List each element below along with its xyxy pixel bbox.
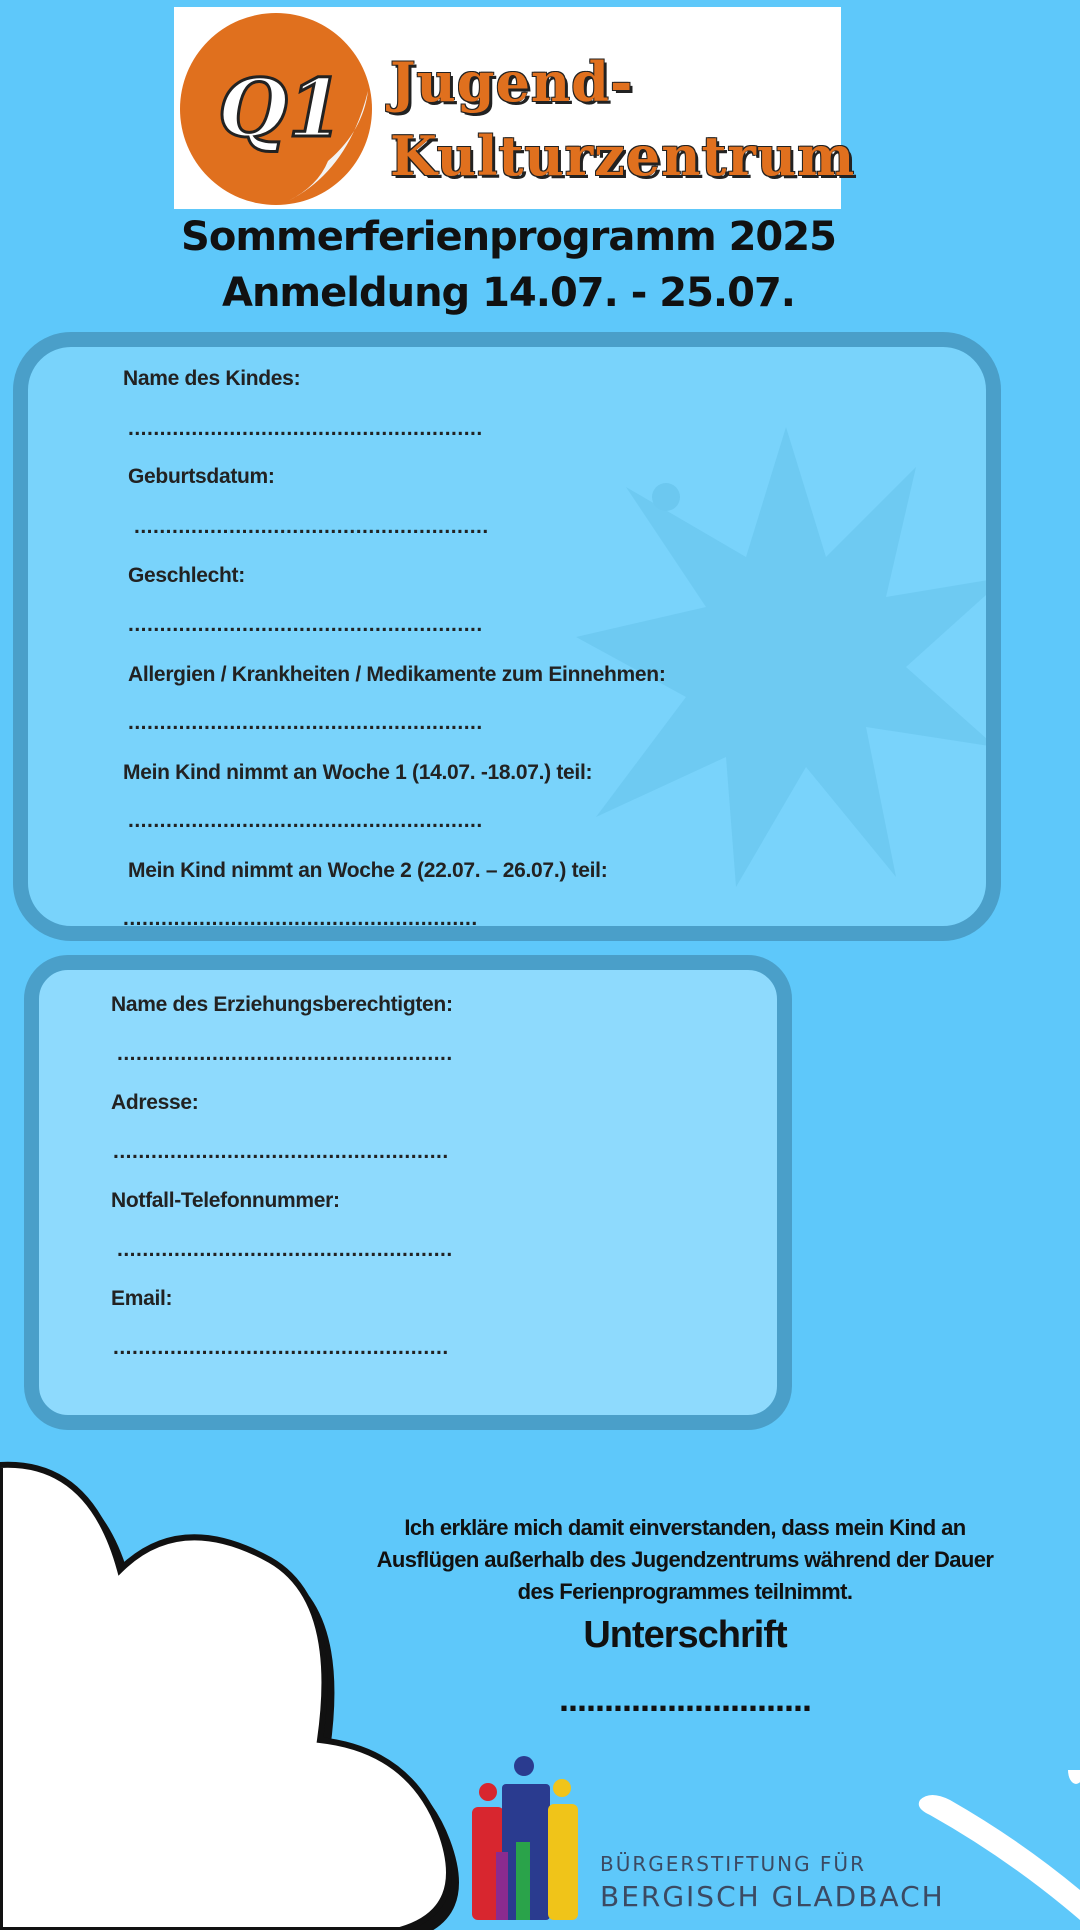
email-label: Email: (111, 1287, 173, 1310)
logo-title-line2: Kulturzentrum (390, 124, 856, 188)
consent-text: Ich erkläre mich damit einverstanden, dass mein Kind an Ausflügen außerhalb des Jugendzentrums während der Dauer des Ferienprogrammes teilnimmt. (376, 1515, 994, 1604)
gender-label: Geschlecht: (128, 564, 245, 587)
page-title: Sommerferienprogramm 2025 (181, 214, 836, 260)
sticker-logo-icon (178, 11, 374, 207)
gender-field[interactable]: ........................................................ (128, 613, 483, 636)
emergency-phone-label: Notfall-Telefonnummer: (111, 1189, 340, 1212)
splash-decoration-icon (566, 407, 1001, 907)
birthdate-label: Geburtsdatum: (128, 465, 275, 488)
week2-field[interactable]: ........................................................ (123, 907, 478, 930)
page-subtitle: Anmeldung 14.07. - 25.07. (222, 270, 795, 316)
foundation-name-line2: BERGISCH GLADBACH (600, 1880, 945, 1913)
logo-banner (174, 7, 856, 209)
foundation-logo-icon (466, 1752, 586, 1920)
logo-title-line1: Jugend- (390, 50, 634, 114)
week1-field[interactable]: ........................................................ (128, 809, 483, 832)
guardian-name-label: Name des Erziehungsberechtigten: (111, 993, 453, 1016)
address-label: Adresse: (111, 1091, 199, 1114)
week2-label: Mein Kind nimmt an Woche 2 (22.07. – 26.07.) teil: (128, 859, 608, 882)
guardian-info-panel (24, 955, 792, 1430)
allergies-label: Allergien / Krankheiten / Medikamente zum Einnehmen: (128, 663, 666, 686)
child-name-field[interactable]: ........................................................ (128, 417, 483, 440)
week1-label: Mein Kind nimmt an Woche 1 (14.07. -18.07.) teil: (123, 761, 593, 784)
signature-field[interactable]: ............................ (558, 1678, 812, 1719)
address-field[interactable]: ..................................................... (113, 1140, 449, 1163)
svg-text:Q1: Q1 (218, 61, 344, 155)
foundation-name-line1: BÜRGERSTIFTUNG FÜR (600, 1852, 866, 1876)
child-name-label: Name des Kindes: (123, 367, 301, 390)
allergies-field[interactable]: ........................................................ (128, 711, 483, 734)
email-field[interactable]: ..................................................... (113, 1336, 449, 1359)
birthdate-field[interactable]: ........................................................ (134, 515, 489, 538)
emergency-phone-field[interactable]: ..................................................... (117, 1238, 453, 1261)
signature-label: Unterschrift (583, 1614, 787, 1656)
child-info-panel (13, 332, 1001, 941)
guardian-name-field[interactable]: ..................................................... (117, 1042, 453, 1065)
